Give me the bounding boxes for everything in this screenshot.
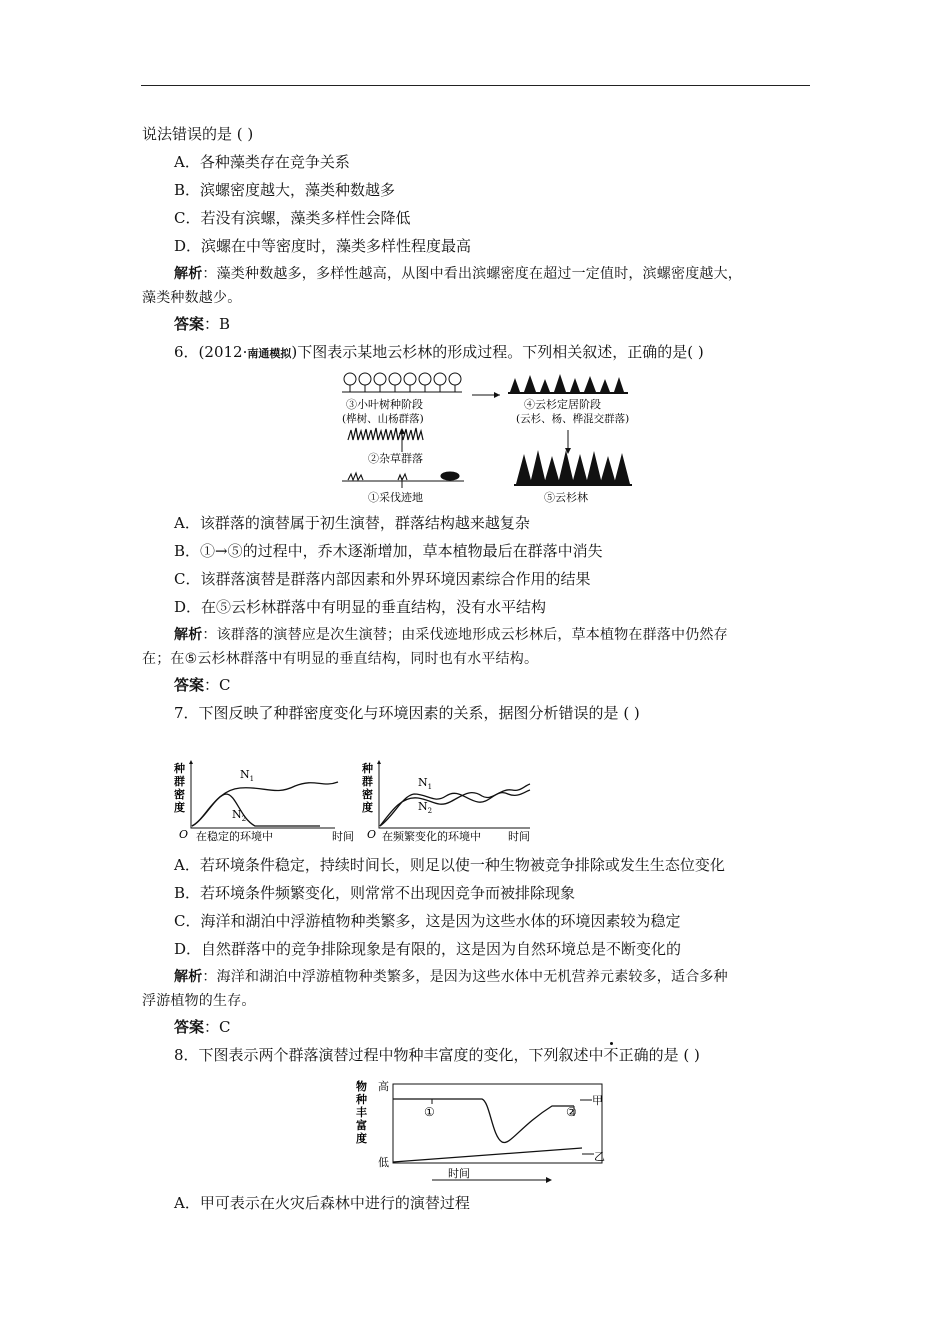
- svg-text:富: 富: [356, 1119, 367, 1132]
- q6-option-a: A．该群落的演替属于初生演替，群落结构越来越复杂: [174, 514, 530, 532]
- q8-mark2: ②: [566, 1105, 577, 1119]
- q6-answer: 答案：C: [174, 676, 231, 694]
- svg-text:群: 群: [174, 775, 185, 788]
- q7-right-ylabel: [361, 761, 373, 814]
- q7-density-figure: [170, 760, 540, 845]
- q5-option-d: D．滨螺在中等密度时，藻类多样性程度最高: [174, 237, 472, 255]
- stage4-sub: (云杉、杨、桦混交群落): [516, 413, 630, 425]
- q8-mark1: ①: [424, 1105, 435, 1119]
- q8-yi-label: 乙: [594, 1150, 605, 1163]
- q7-analysis-line2: 浮游植物的生存。: [142, 993, 256, 1009]
- q7-right-caption: 在频繁变化的环境中: [382, 830, 481, 843]
- q5-option-a: A．各种藻类存在竞争关系: [174, 153, 350, 171]
- q7-right-xlabel: 时间: [508, 830, 530, 843]
- q5-option-c: C．若没有滨螺，藻类多样性会降低: [174, 209, 411, 227]
- q7-option-c: C．海洋和湖泊中浮游植物种类繁多，这是因为这些水体的环境因素较为稳定: [174, 912, 681, 930]
- spruce-forest-icon: [514, 450, 632, 486]
- q7-option-b: B．若环境条件频繁变化，则常常不出现因竞争而被排除现象: [174, 884, 576, 902]
- small-leaf-trees-icon: [342, 373, 462, 392]
- svg-text:度: 度: [174, 801, 185, 814]
- q7-option-d: D．自然群落中的竞争排除现象是有限的，这是因为自然环境总是不断变化的: [174, 940, 682, 958]
- q7-right-n2-label: $N_2$: [418, 800, 433, 815]
- stage3-label: ③小叶树种阶段: [346, 398, 423, 411]
- svg-text:种: 种: [362, 762, 373, 775]
- q8-yi-line: [393, 1148, 582, 1162]
- stage4-label: ④云杉定居阶段: [524, 398, 601, 411]
- q6-stem: 6．(2012·南通模拟)下图表示某地云杉林的形成过程。下列相关叙述，正确的是( ): [174, 343, 704, 361]
- q5-stem-tail: 说法错误的是 ( ): [142, 125, 254, 143]
- svg-text:O: O: [367, 828, 377, 841]
- q6-option-d: D．在⑤云杉林群落中有明显的垂直结构，没有水平结构: [174, 598, 547, 616]
- svg-text:物: 物: [356, 1080, 367, 1093]
- stage3-sub: (桦树、山杨群落): [342, 413, 424, 425]
- q7-answer: 答案：C: [174, 1018, 231, 1036]
- svg-text:群: 群: [362, 775, 373, 788]
- q7-option-a: A．若环境条件稳定，持续时间长，则足以使一种生物被竞争排除或发生生态位变化: [174, 856, 725, 874]
- q7-right-n1-label: $N_1$: [418, 776, 433, 791]
- q7-left-n2-label: $N_2$: [232, 808, 247, 823]
- stage5-label: ⑤云杉林: [544, 491, 588, 504]
- q8-ylabel: [355, 1079, 367, 1145]
- q8-high-label: 高: [378, 1080, 389, 1093]
- q6-option-c: C．该群落演替是群落内部因素和外界环境因素综合作用的结果: [174, 570, 591, 588]
- q8-jia-label: 甲: [592, 1094, 603, 1107]
- q5-analysis-line1: 解析：藻类种数越多，多样性越高，从图中看出滨螺密度在超过一定值时，滨螺密度越大，: [174, 266, 743, 282]
- q8-option-a: A．甲可表示在火灾后森林中进行的演替过程: [174, 1194, 470, 1212]
- q7-analysis-line1: 解析：海洋和湖泊中浮游植物种类繁多，是因为这些水体中无机营养元素较多，适合多种: [174, 969, 728, 985]
- mixed-forest-icon: [508, 374, 628, 394]
- q5-answer: 答案：B: [174, 315, 231, 333]
- svg-text:O: O: [179, 828, 189, 841]
- q7-left-n1-label: $N_1$: [240, 768, 255, 783]
- emphasis-dot-char: 不: [603, 1046, 619, 1064]
- q8-plot-frame: [393, 1084, 602, 1163]
- q8-xlabel: 时间: [448, 1167, 470, 1180]
- q7-left-xlabel: 时间: [332, 830, 354, 843]
- svg-text:丰: 丰: [356, 1106, 367, 1119]
- q7-left-n2-curve: [192, 794, 320, 826]
- q8-low-label: 低: [378, 1156, 389, 1169]
- q7-stem: 7．下图反映了种群密度变化与环境因素的关系，据图分析错误的是 ( ): [174, 704, 640, 722]
- stage1-label: ①采伐迹地: [368, 491, 423, 504]
- clearcut-ground-icon: [342, 472, 464, 481]
- q6-analysis-line2: 在；在⑤云杉林群落中有明显的垂直结构，同时也有水平结构。: [142, 651, 539, 667]
- q5-analysis-line2: 藻类种数越少。: [142, 290, 242, 306]
- stage2-label: ②杂草群落: [368, 452, 423, 465]
- svg-text:度: 度: [356, 1132, 367, 1145]
- svg-text:密: 密: [362, 788, 373, 801]
- svg-text:种: 种: [174, 762, 185, 775]
- q7-left-axes: [191, 762, 335, 828]
- q6-analysis-line1: 解析：该群落的演替应是次生演替；由采伐迹地形成云杉林后，草本植物在群落中仍然存: [174, 627, 728, 643]
- q8-stem: 8．下图表示两个群落演替过程中物种丰富度的变化，下列叙述中不正确的是 ( ): [174, 1046, 700, 1064]
- q7-left-caption: 在稳定的环境中: [196, 830, 273, 843]
- svg-text:种: 种: [356, 1093, 367, 1106]
- q7-right-n1-curve: [380, 784, 530, 826]
- q7-right-n2-curve: [380, 790, 530, 826]
- q5-option-b: B．滨螺密度越大，藻类种数越多: [174, 181, 396, 199]
- svg-text:度: 度: [362, 801, 373, 814]
- q6-succession-figure: [338, 368, 638, 508]
- analysis-label: 解析: [174, 266, 203, 282]
- svg-text:密: 密: [174, 788, 185, 801]
- q6-source: 南通模拟: [247, 347, 292, 360]
- grass-icon: [348, 428, 423, 440]
- q8-richness-figure: [352, 1076, 612, 1186]
- q6-option-b: B．①→⑤的过程中，乔木逐渐增加，草本植物最后在群落中消失: [174, 542, 603, 560]
- q7-right-axes: [379, 762, 530, 828]
- header-rule: [141, 85, 810, 86]
- q8-jia-curve: [393, 1099, 574, 1143]
- q7-left-ylabel: [173, 761, 185, 814]
